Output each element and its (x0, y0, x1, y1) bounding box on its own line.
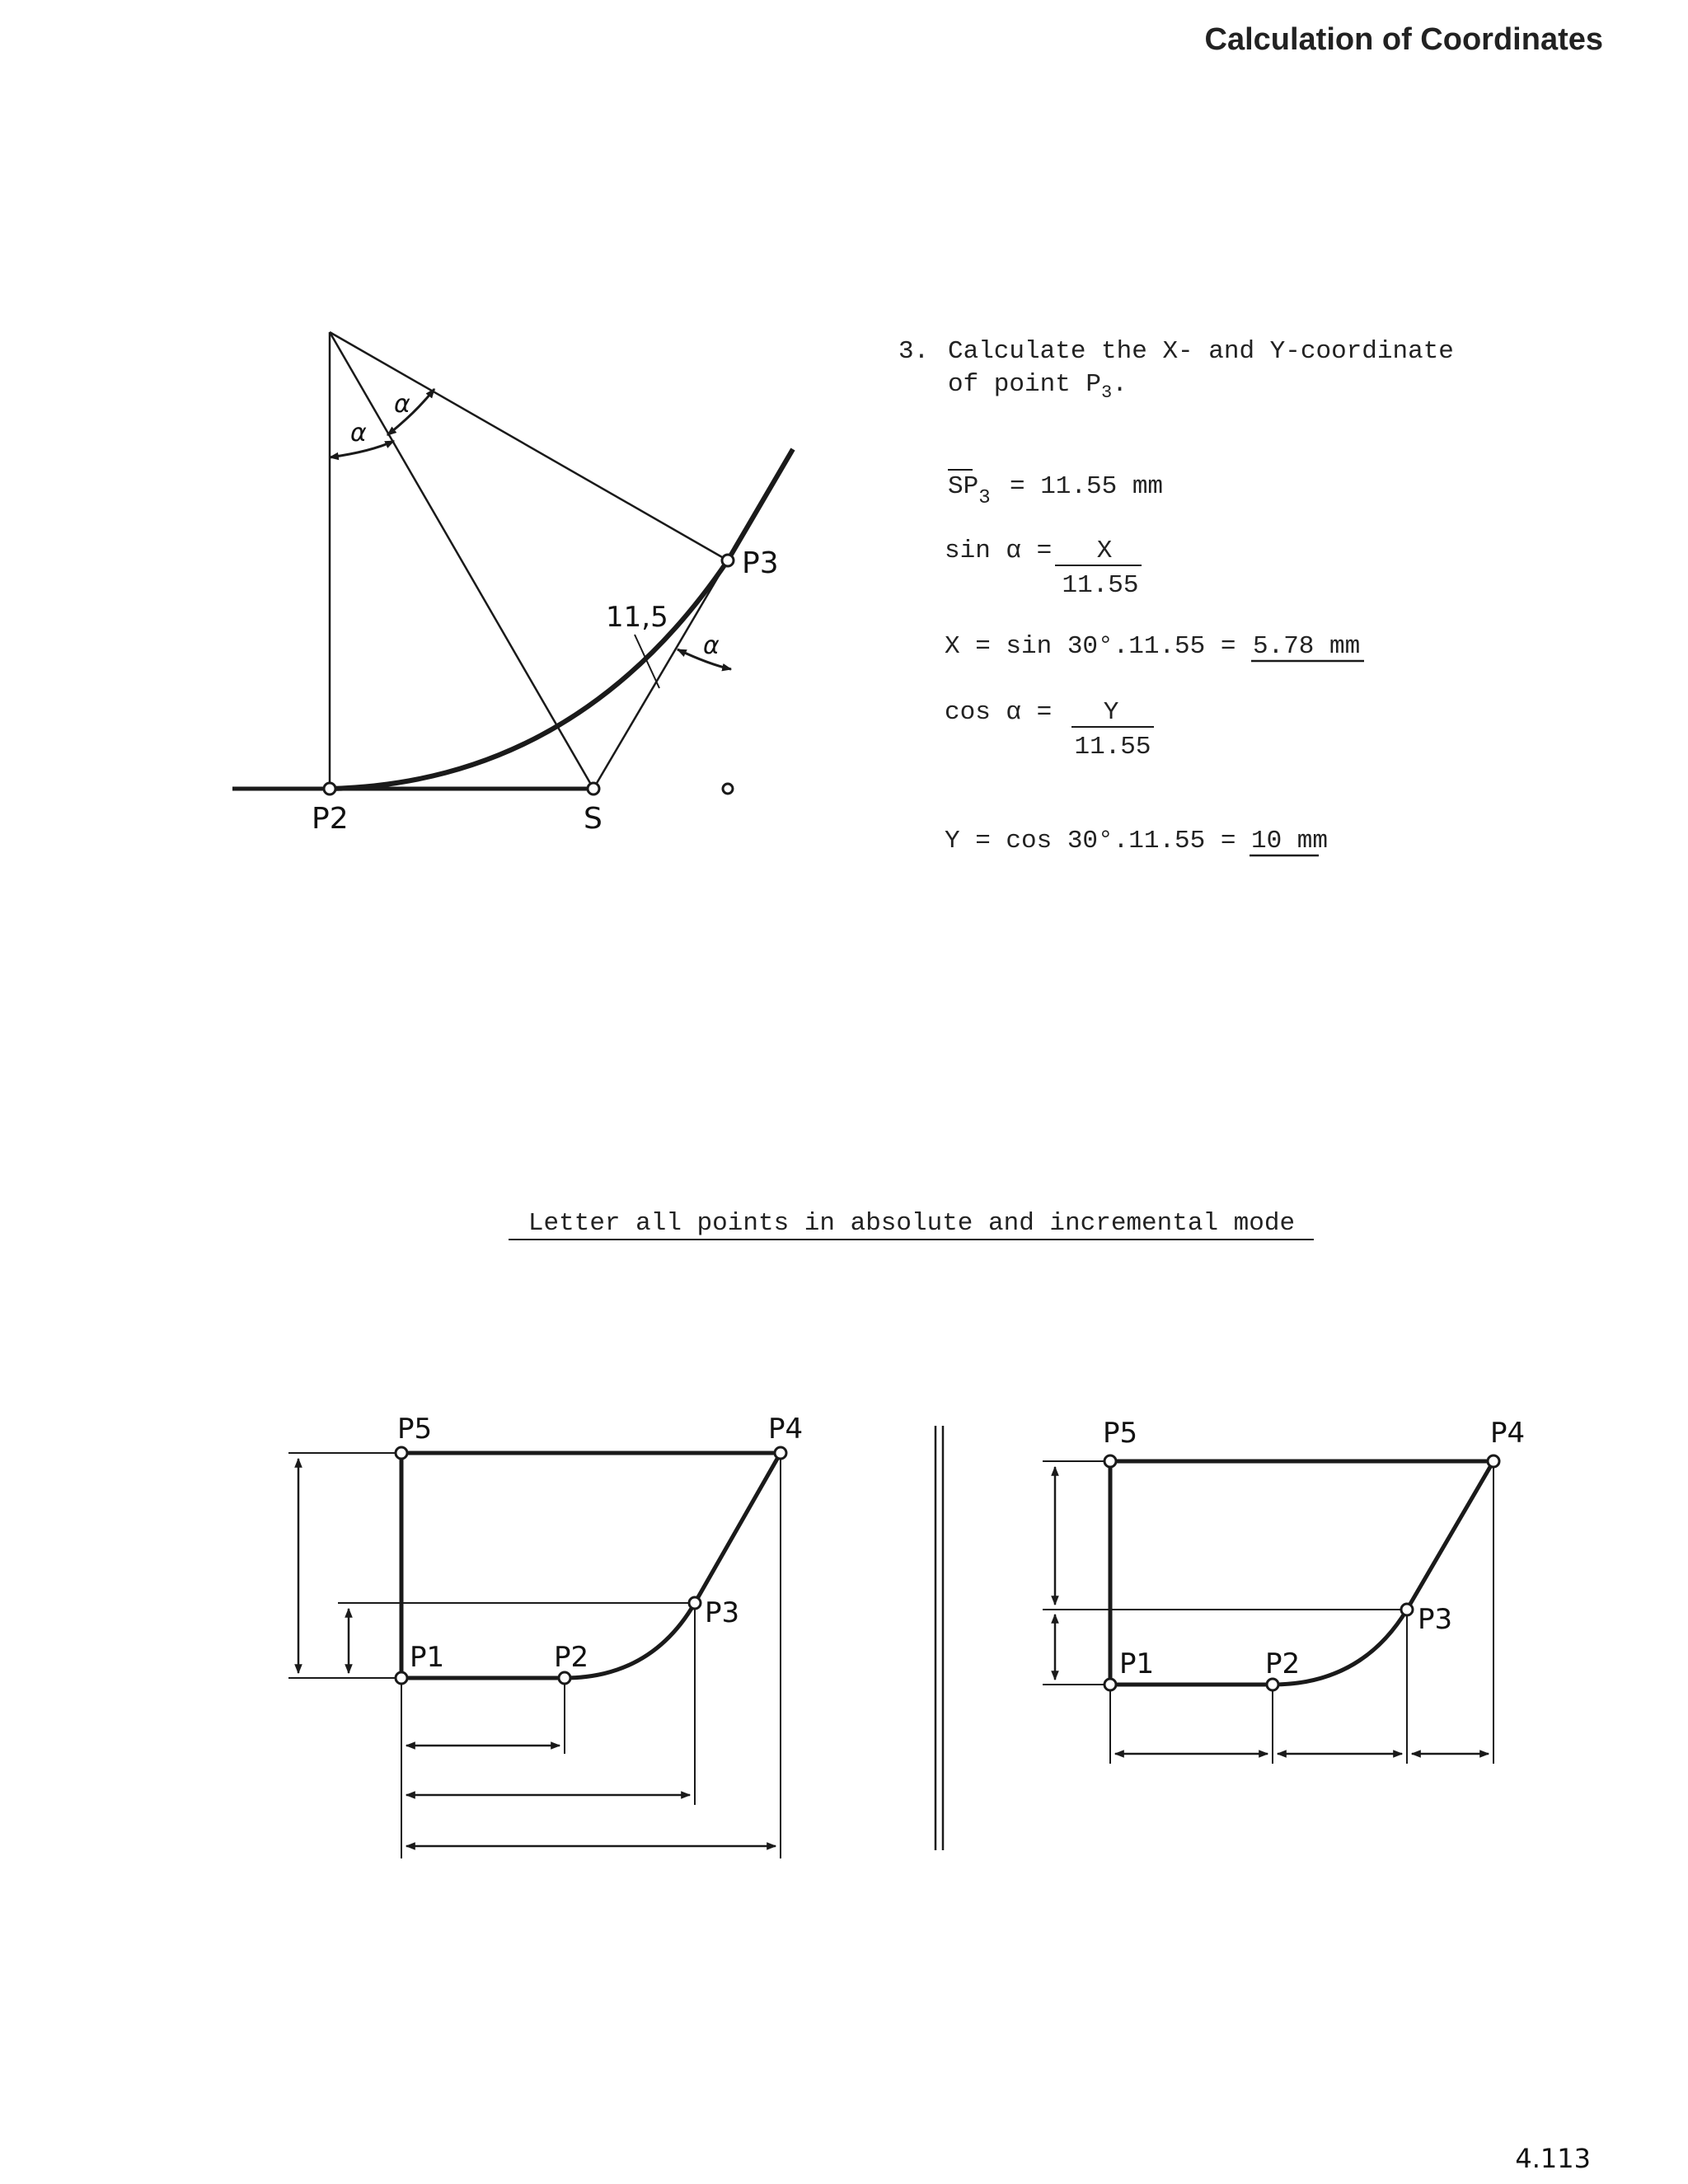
point-p3-label: P3 (742, 546, 779, 580)
right-p2-label: P2 (1265, 1647, 1301, 1680)
left-p2-marker (559, 1672, 570, 1684)
tangent-line (728, 449, 793, 560)
sin-numerator: X (1096, 537, 1113, 565)
right-p1-label: P1 (1119, 1647, 1155, 1680)
left-p4-marker (775, 1447, 786, 1459)
right-p5-marker (1104, 1455, 1116, 1467)
y-equation: Y = cos 30°.11.55 = (945, 827, 1236, 855)
right-contour (1110, 1461, 1493, 1685)
small-circle-marker (723, 784, 733, 794)
sin-denominator: 11.55 (1062, 571, 1139, 600)
left-p4-label: P4 (768, 1413, 804, 1446)
point-s-marker (588, 783, 599, 794)
radius-dimension-label: 11,5 (606, 601, 668, 634)
right-p5-label: P5 (1103, 1417, 1138, 1450)
sp-lhs: $SP_3$ (948, 472, 991, 509)
cos-lhs: cos α = (945, 698, 1053, 727)
point-p2-label: P2 (312, 802, 349, 836)
right-p3-marker (1401, 1604, 1413, 1615)
line-to-s (330, 332, 593, 789)
right-p3-label: P3 (1418, 1603, 1453, 1636)
right-p4-label: P4 (1490, 1417, 1526, 1450)
point-s-label: S (584, 802, 603, 836)
x-result: 5.78 mm (1253, 632, 1361, 661)
incremental-mode-figure (1043, 1417, 1525, 1764)
task-block (898, 337, 1454, 403)
left-p3-label: P3 (705, 1596, 740, 1629)
radius-leader-line (635, 635, 659, 688)
point-p2-marker (324, 783, 335, 794)
left-p5-label: P5 (397, 1413, 433, 1446)
alpha-label-left: α (350, 419, 367, 448)
x-equation: X = sin 30°.11.55 = (945, 632, 1236, 661)
cos-denominator: 11.55 (1074, 733, 1151, 762)
point-p3-marker (722, 555, 734, 566)
sp-rhs: = 11.55 mm (1010, 472, 1164, 501)
left-p2-label: P2 (554, 1641, 589, 1674)
alpha-label-right: α (394, 390, 410, 419)
task-line-2: of point $P_3$. (948, 370, 1128, 403)
calculation-block (945, 470, 1364, 855)
instruction-heading: Letter all points in absolute and incremental mode (528, 1209, 1296, 1238)
left-p1-marker (396, 1672, 407, 1684)
task-number: 3. (898, 337, 930, 366)
radius-line (593, 560, 728, 789)
line-to-p3 (330, 332, 728, 560)
left-p1-label: P1 (410, 1641, 445, 1674)
task-line-1: Calculate the X- and Y-coordinate (948, 337, 1454, 366)
left-p3-marker (689, 1597, 701, 1609)
left-p5-marker (396, 1447, 407, 1459)
sin-lhs: sin α = (945, 537, 1053, 565)
cos-numerator: Y (1103, 698, 1119, 727)
alpha-label-bottom: α (703, 631, 720, 660)
right-p1-marker (1104, 1679, 1116, 1690)
arc-curve (330, 560, 728, 789)
absolute-mode-figure (288, 1413, 803, 1858)
y-result: 10 mm (1251, 827, 1329, 855)
section-title: Calculation of Coordinates (1204, 22, 1603, 57)
page-number: 4.113 (1515, 2143, 1591, 2174)
right-p2-marker (1267, 1679, 1278, 1690)
left-contour (401, 1453, 781, 1678)
upper-geometry-figure (232, 332, 793, 836)
right-p4-marker (1488, 1455, 1499, 1467)
